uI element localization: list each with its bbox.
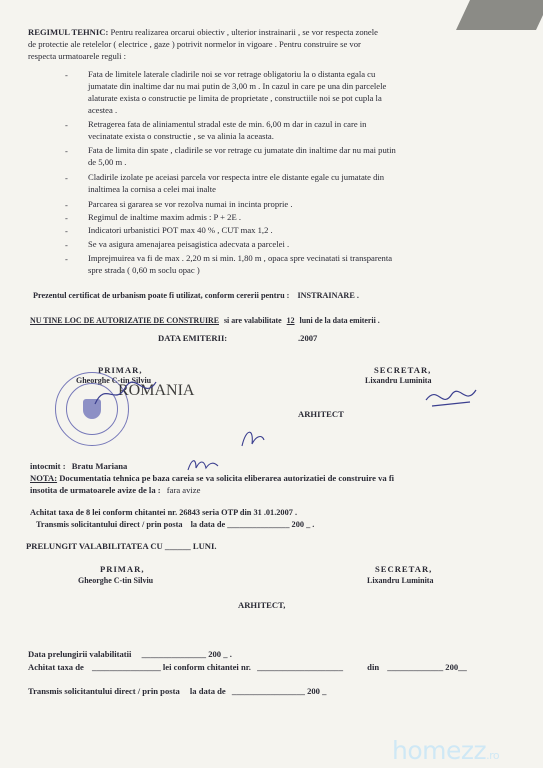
validity-post: luni de la data emiterii . <box>299 316 380 325</box>
footer-transmit-date: _________________ 200 _ <box>231 686 327 696</box>
secretary-title: SECRETAR, <box>374 365 432 375</box>
watermark-text: homezz <box>392 736 487 765</box>
regime-title: REGIMUL TEHNIC: <box>28 27 109 37</box>
bullet: - <box>65 200 68 210</box>
rule-4-line2: inaltimea la cornisa a celei mai inalte <box>88 184 216 194</box>
regime-heading-line3: respecta urmatoarele reguli : <box>28 51 127 61</box>
secretary-name-2: Lixandru Luminita <box>367 576 434 585</box>
footer-fee-date: _____________ 200__ <box>387 662 467 672</box>
footer-transmit-mid: la data de <box>189 686 226 696</box>
rule-2-line2: vecinatate exista o constructie , se va alinia la aceasta. <box>88 131 274 141</box>
certificate-usage <box>33 291 359 300</box>
note-label: NOTA: <box>30 473 58 483</box>
note-approvals: fara avize <box>166 485 201 495</box>
rule-1-line4: acestea . <box>88 105 118 115</box>
note-line1 <box>30 474 394 484</box>
prepared-by-name: Bratu Mariana <box>71 461 128 471</box>
prepared-by <box>30 462 127 472</box>
rule-9-line2: spre strada ( 0,60 m soclu opac ) <box>88 265 200 275</box>
rule-5: Parcarea si gararea se vor rezolva numai in incinta proprie . <box>88 199 293 209</box>
footer-transmit-label: Transmis solicitantului direct / prin posta <box>28 686 180 696</box>
issue-date-label: DATA EMITERII: <box>158 333 228 343</box>
extension-blank: ______ <box>164 541 191 551</box>
regime-text-1: Pentru realizarea orcarui obiectiv , ulterior instrainarii , se vor respecta zonele <box>110 27 378 37</box>
extension-date-value: _______________ 200 _ . <box>141 649 232 659</box>
architect-title: ARHITECT <box>298 409 344 419</box>
rule-8: Se va asigura amenajarea peisagistica adecvata a parcelei . <box>88 239 290 249</box>
rule-9-line1: Imprejmuirea va fi de max . 2,20 m si min. 1,80 m , opaca spre vecinatati si transparenta <box>88 253 393 263</box>
secretary-signature <box>420 380 480 414</box>
fee-date: la data de _______________ 200 _ . <box>190 520 315 529</box>
fee-line2 <box>36 520 314 530</box>
bullet: - <box>65 240 68 250</box>
extension-date-label: Data prelungirii valabilitatii <box>28 649 132 659</box>
extension-line <box>26 542 216 552</box>
note-text-2: insotita de urmatoarele avize de la : <box>30 485 161 495</box>
footer-fee-din: din <box>367 662 380 672</box>
footer-fee-receipt: ____________________ <box>257 662 344 672</box>
bullet: - <box>65 173 68 183</box>
validity-months: 12 <box>286 316 295 325</box>
rule-3-line1: Fata de limita din spate , cladirile se vor retrage cu jumatate din inaltime dar nu mai putin <box>88 145 396 155</box>
validity-notice: NU TINE LOC DE AUTORIZATIE DE CONSTRUIRE <box>30 316 219 325</box>
bullet: - <box>65 146 68 156</box>
mayor-name: Gheorghe C-tin Silviu <box>76 376 152 385</box>
bullet: - <box>65 226 68 236</box>
footer-transmit-line <box>28 687 326 697</box>
secretary-name: Lixandru Luminita <box>365 376 432 385</box>
preparer-signature <box>186 456 220 474</box>
regime-heading-line2: de protectie ale retelelor ( electrice , gaze ) potrivit normelor in vigoare . Pentru construire se vor <box>28 39 361 49</box>
validity-line <box>30 316 380 325</box>
mayor-title: PRIMAR, <box>98 365 143 375</box>
certificate-usage-text: Prezentul certificat de urbanism poate fi utilizat, conform cererii pentru : <box>33 291 290 300</box>
note-line2 <box>30 486 200 496</box>
architect-title-2: ARHITECT, <box>238 600 286 610</box>
rule-2-line1: Retragerea fata de aliniamentul stradal este de min. 6,00 m dar in cazul in care in <box>88 119 367 129</box>
rule-6: Regimul de inaltime maxim admis : P + 2E . <box>88 212 241 222</box>
homezz-watermark <box>392 736 499 765</box>
architect-signature <box>238 424 268 450</box>
validity-mid: si are valabilitate <box>223 316 282 325</box>
bullet: - <box>65 120 68 130</box>
secretary-title-2: SECRETAR, <box>375 564 433 574</box>
rule-3-line2: de 5,00 m . <box>88 157 127 167</box>
mayor-title-2: PRIMAR, <box>100 564 145 574</box>
bullet: - <box>65 254 68 264</box>
fee-line1: Achitat taxa de 8 lei conform chitantei nr. 26843 seria OTP din 31 .01.2007 . <box>30 508 298 517</box>
prepared-by-label: intocmit : <box>30 461 66 471</box>
footer-fee-line <box>28 663 467 673</box>
bullet: - <box>65 70 68 80</box>
footer-fee-label: Achitat taxa de <box>28 662 84 672</box>
page-fold-edge <box>456 0 543 30</box>
stamp-text: ROMANIA <box>118 382 195 399</box>
mayor-name-2: Gheorghe C-tin Silviu <box>78 576 154 585</box>
footer-fee-mid: ________________ lei conform chitantei nr. <box>92 662 251 672</box>
issue-date-value: .2007 <box>298 333 318 343</box>
note-text: Documentatia tehnica pe baza careia se va solicita eliberarea autorizatiei de construire va fi <box>59 473 395 483</box>
bullet: - <box>65 213 68 223</box>
extension-date-line <box>28 650 232 660</box>
rule-1-line3: alaturate exista o constructie pe limita de proprietate , constructiile noi se pot cupla la <box>88 93 382 103</box>
rule-7: Indicatori urbanistici POT max 40 % , CUT max 1,2 . <box>88 225 273 235</box>
fee-transmit: Transmis solicitantului direct / prin posta <box>36 520 183 529</box>
certificate-purpose: INSTRAINARE . <box>297 291 359 300</box>
extension-unit: LUNI. <box>192 541 217 551</box>
rule-4-line1: Cladirile izolate pe aceiasi parcela vor respecta intre ele distante egale cu jumatate din <box>88 172 385 182</box>
extension-label: PRELUNGIT VALABILITATEA CU <box>26 541 163 551</box>
regime-heading-line1 <box>28 28 378 38</box>
rule-1-line1: Fata de limitele laterale cladirile noi se vor retrage obligatoriu la o distanta egala cu <box>88 69 376 79</box>
watermark-suffix: .ro <box>486 749 500 762</box>
rule-1-line2: jumatate din inaltime dar nu mai putin de 3,00 m . In cazul in care pe una din parcelele <box>88 81 387 91</box>
mayor-signature <box>90 376 160 410</box>
